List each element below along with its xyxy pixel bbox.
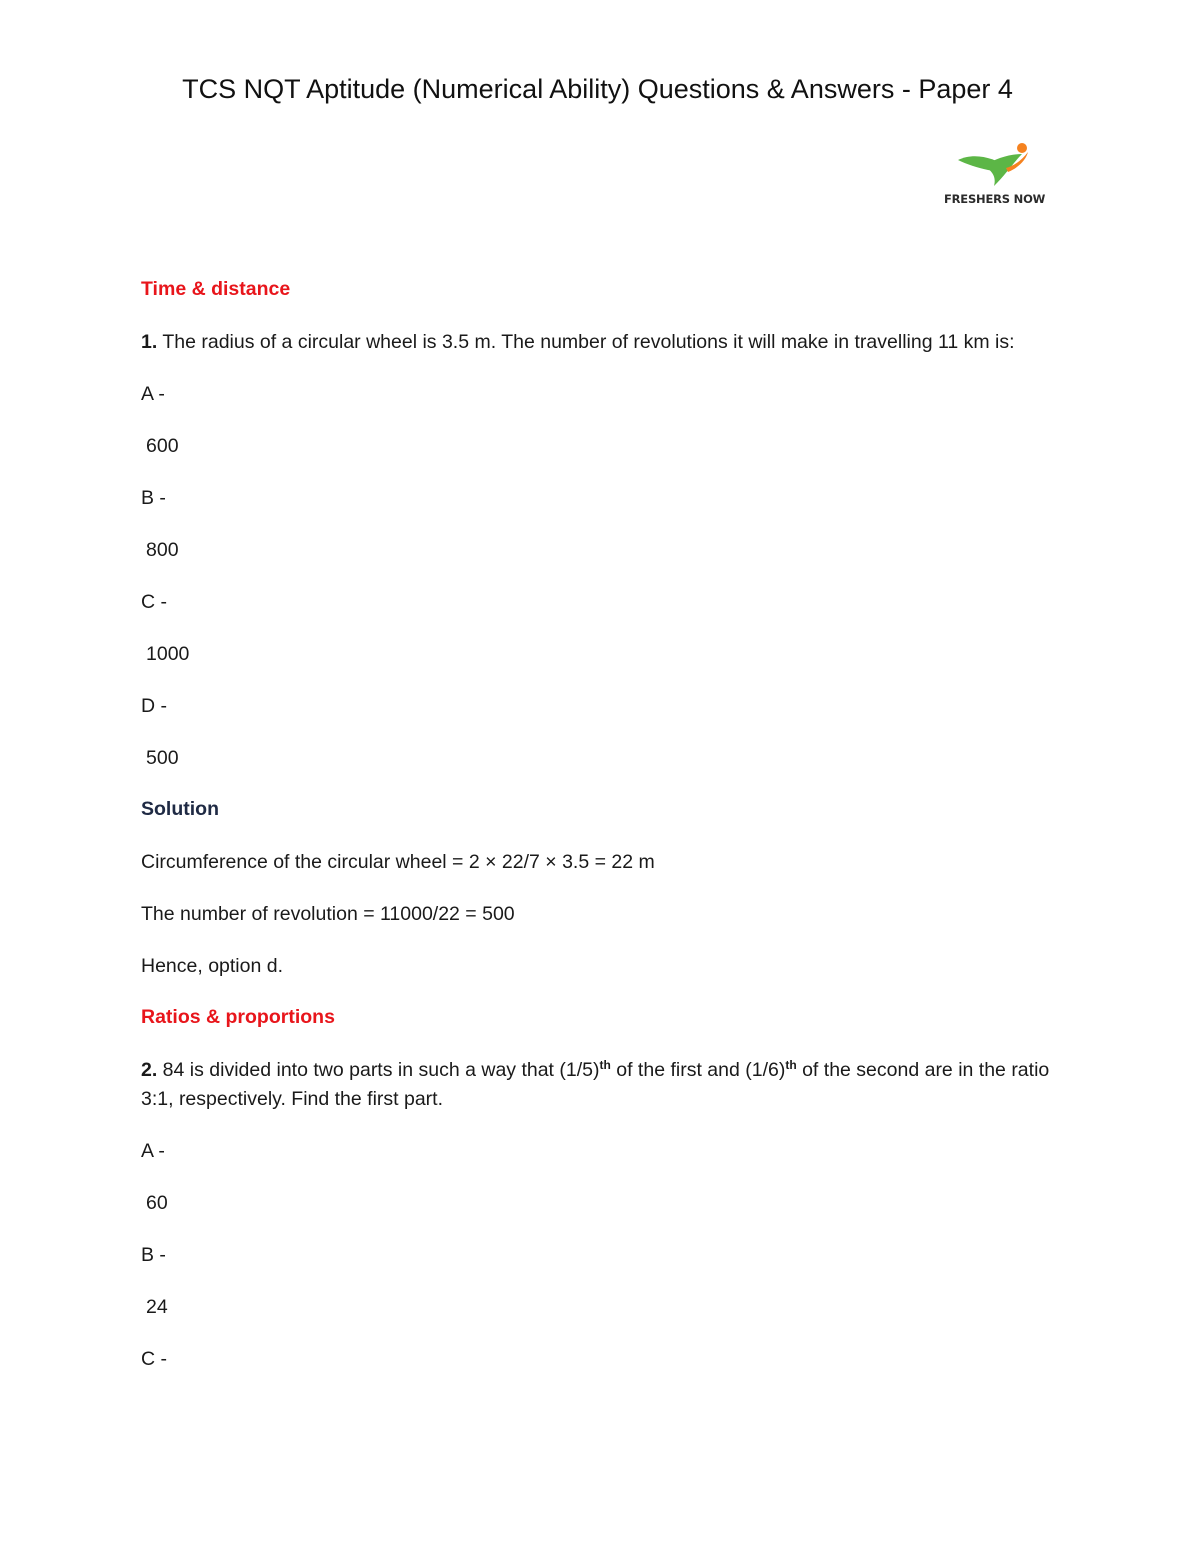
question-text: of the first and (1/6) [610,1059,786,1081]
option-value: 1000 [146,643,190,665]
solution-heading: Solution [141,798,219,820]
question-text: 84 is divided into two parts in such a way that (1/5) [157,1059,600,1081]
option-value: 500 [146,747,179,769]
option-value: 600 [146,435,179,457]
section-heading-time-distance: Time & distance [141,278,291,300]
question-number: 2. [141,1059,158,1081]
option-label: A - [141,1140,165,1162]
question-number: 1. [141,331,158,353]
question-1 [141,328,1071,357]
logo-text: FRESHERS NOW [944,192,1046,206]
option-label: C - [141,1348,167,1370]
page-title: TCS NQT Aptitude (Numerical Ability) Questions & Answers - Paper 4 [182,74,1013,104]
solution-line: Hence, option d. [141,955,284,977]
question-2 [141,1056,1071,1114]
document-body [141,276,1071,1397]
solution-line: The number of revolution = 11000/22 = 500 [141,903,515,925]
option-label: D - [141,695,167,717]
option-label: C - [141,591,167,613]
option-label: A - [141,383,165,405]
superscript: th [785,1058,797,1072]
freshers-now-logo [944,140,1044,210]
option-value: 24 [146,1296,168,1318]
solution-line: Circumference of the circular wheel = 2 × 22/7 × 3.5 = 22 m [141,851,655,873]
section-heading-ratios-proportions: Ratios & proportions [141,1006,335,1028]
option-label: B - [141,487,166,509]
question-text: of the second are in the ratio 3:1, respectively. Find the first part. [141,1059,1050,1110]
question-text: The radius of a circular wheel is 3.5 m. The number of revolutions it will make in travelling 11 km is: [157,331,1015,353]
runner-logo-icon [944,140,1044,192]
option-value: 60 [146,1192,168,1214]
superscript: th [599,1058,611,1072]
option-label: B - [141,1244,166,1266]
option-value: 800 [146,539,179,561]
